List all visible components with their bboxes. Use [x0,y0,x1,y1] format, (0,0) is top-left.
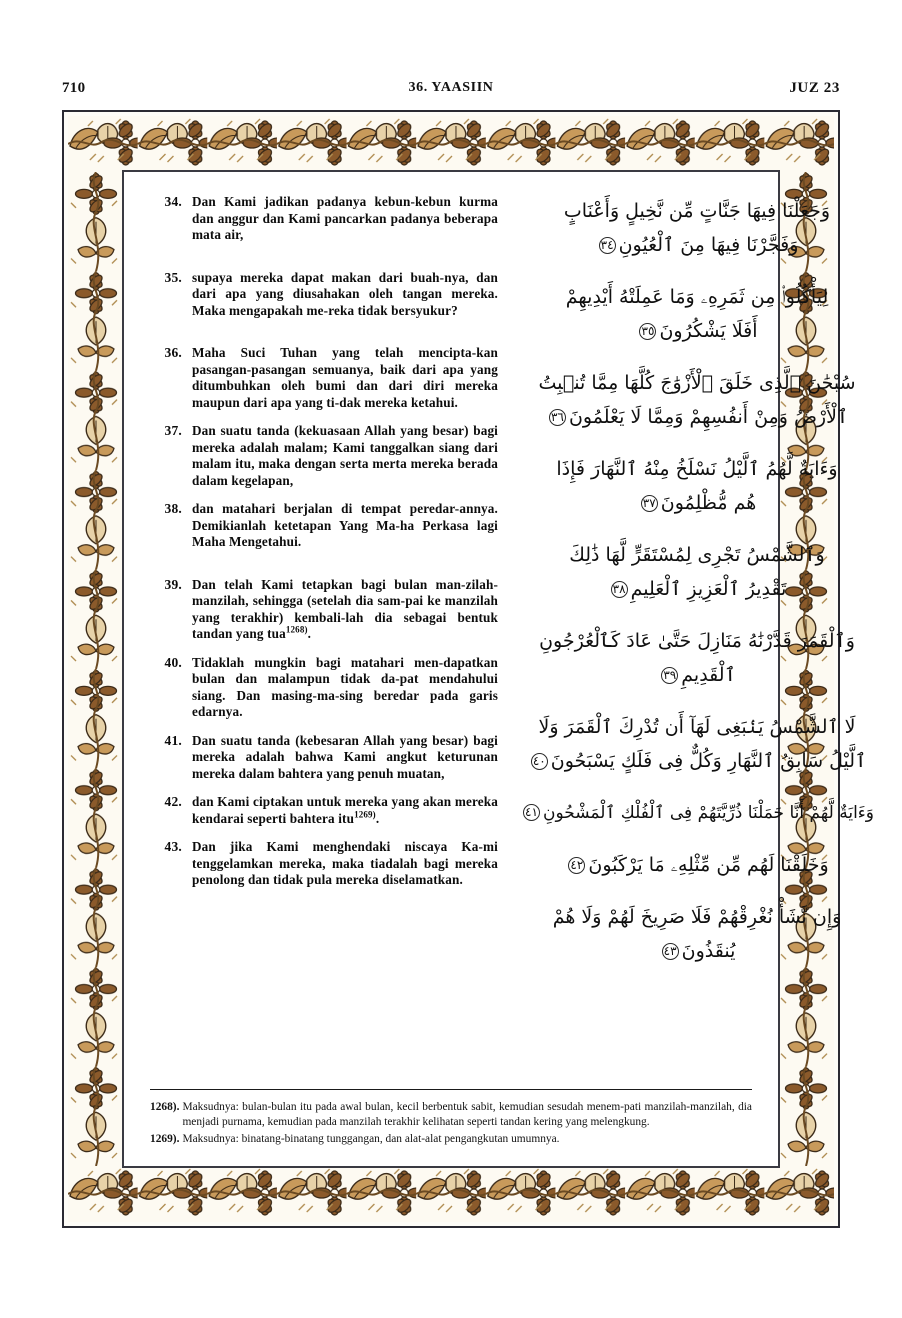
footnote-separator [150,1089,752,1090]
verse-number: 40. [164,654,182,670]
verse-translation [192,577,498,643]
arabic-line-text: وَفَجَّرْنَا فِيهَا مِنَ ٱلْعُيُونِ [618,234,799,256]
arabic-line [520,658,874,692]
footnotes-section [150,1089,752,1149]
verse-row [150,270,498,320]
arabic-line: وَإِن نَّشَأْ نُغْرِقْهُمْ فَلَا صَرِيخَ لَهُمْ وَلَا هُمْ [552,906,842,928]
floral-motif-icon [68,172,124,1166]
arabic-line [520,486,874,520]
border-strip-top [68,116,834,172]
footnote-text: Maksudnya: bulan-bulan itu pada awal bulan, kecil berbentuk sabit, kemudian sesudah menem-pati manzilah-manzilah, dia menjadi purnama, kemudian pada manzilah terakhir kelihatan seperti tandan kering yang melengkung. [182,1100,752,1128]
ayah-number-marker: ٣٤ [599,237,616,254]
verse-translation: dan matahari berjalan di tempat peredar-annya. Demikianlah ketetapan Yang Ma-ha Perkasa lagi Maha Mengetahui. [192,501,498,549]
arabic-line [520,228,874,262]
ayah-number-marker: ٣٩ [661,667,678,684]
floral-motif-icon [68,1166,834,1222]
arabic-line [520,934,874,968]
verse-translation: Maha Suci Tuhan yang telah mencipta-kan pasangan-pasangan semuanya, baik dari apa yang ditumbuhkan oleh bumi dan dari diri mereka maupun dari apa yang ti-dak mereka ketahui. [192,345,498,410]
arabic-line: وَٱلشَّمْسُ تَجْرِى لِمُسْتَقَرٍّ لَّهَا ذَٰلِكَ [569,544,825,566]
ayah-number-marker: ٣٨ [611,581,628,598]
verse-number: 34. [164,194,182,209]
footnote-item [150,1100,752,1131]
arabic-line-text: ٱلَّيْلُ سَابِقُ ٱلنَّهَارِ وَكُلٌّ فِى فَلَكٍ يَسْبَحُونَ [550,750,867,772]
arabic-verse-block [520,452,874,520]
verse-row [150,577,498,643]
arabic-line-text: تَقْدِيرُ ٱلْعَزِيزِ ٱلْعَلِيمِ [630,578,787,600]
ayah-number-marker: ٤٠ [531,753,548,770]
ornamental-border [68,116,874,1222]
verse-row [150,839,498,889]
arabic-line: وَجَعَلْنَا فِيهَا جَنَّاتٍ مِّن نَّخِيلٍ وَأَعْنَابٍ [563,200,831,222]
translation-column [150,194,498,1014]
ayah-number-marker: ٤٣ [662,943,679,960]
arabic-verse-block [520,538,874,606]
verse-translation: Dan Kami jadikan padanya kebun-kebun kurma dan anggur dan Kami pancarkan padanya beberapa mata air, [192,194,498,242]
arabic-verse-block [520,796,874,830]
juz-label: JUZ 23 [789,79,840,96]
arabic-line-text: ٱلْقَدِيمِ [681,664,736,686]
footnote-text: Maksudnya: binatang-binatang tunggangan, dan alat-alat pengangkutan umumnya. [182,1132,560,1145]
verse-translation [192,794,498,827]
arabic-line: سُبْحَٰنَ ٱلَّذِى خَلَقَ ٱلْأَزْوَٰجَ كُلَّهَا مِمَّا تُنۢبِتُ [538,372,856,394]
ayah-number-marker: ٣٧ [641,495,658,512]
verse-number: 41. [164,732,182,748]
verse-row [150,423,498,489]
arabic-column [520,194,874,1014]
surah-title: 36. YAASIIN [408,80,494,95]
verse-number: 37. [164,423,182,438]
verse-row [150,501,498,551]
running-head [62,78,840,98]
arabic-line: لَا ٱلشَّمْسُ يَنۢبَغِى لَهَآ أَن تُدْرِكَ ٱلْقَمَرَ وَلَا [538,716,856,738]
floral-motif-icon [68,116,834,172]
content-inner [124,172,874,1166]
verse-row [150,655,498,721]
arabic-line [520,744,874,778]
verse-translation: Dan suatu tanda (kekuasaan Allah yang besar) bagi mereka adalah malam; Kami tanggalkan siang dari malam itu, maka dengan serta merta mereka berada dalam kegelapan, [192,423,498,488]
verse-number: 43. [164,839,182,854]
arabic-line-text: وَخَلَقْنَا لَهُم مِّن مِّثْلِهِۦ مَا يَرْكَبُونَ [588,854,829,876]
arabic-line [520,848,874,882]
verse-translation: Tidaklah mungkin bagi matahari men-dapatkan bulan dan malampun tidak da-pat mendahului siang. Dan masing-ma-sing beredar pada garis edarnya. [192,654,498,719]
arabic-verse-block [520,900,874,968]
footnote-marker: 1269). [150,1132,180,1145]
verse-translation-tail: . [307,626,312,641]
verse-row [150,345,498,411]
arabic-line: وَءَايَةٌ لَّهُمُ ٱلَّيْلُ نَسْلَخُ مِنْهُ ٱلنَّهَارَ فَإِذَا [556,458,838,480]
arabic-line-text: أَفَلَا يَشْكُرُونَ [659,320,758,342]
verse-row [150,733,498,783]
verse-translation-main: Dan telah Kami tetapkan bagi bulan man-zilah-manzilah, sehingga (setelah dia sam-pai ke manzilah yang terakhir) kembali-lah dia sebagai bentuk tandan yang tua [192,576,498,641]
arabic-verse-block [520,624,874,692]
arabic-verse-block [520,710,874,778]
column-gap [498,194,520,1014]
border-strip-left [68,172,124,1166]
ayah-number-marker: ٤١ [523,804,540,821]
arabic-line-text: هُم مُّظْلِمُونَ [660,492,757,514]
verse-number: 38. [164,501,182,516]
footnote-marker: 1268). [150,1100,180,1113]
footnote-ref[interactable]: 1268) [285,624,308,635]
footnote-item [150,1132,752,1148]
verse-translation: supaya mereka dapat makan dari buah-nya, dan dari apa yang diusahakan oleh tangan mereka. Maka mengapakah me-reka tidak bersyukur? [192,269,498,318]
footnote-ref[interactable]: 1269) [354,809,376,820]
border-strip-bottom [68,1166,834,1222]
verse-translation-tail: . [375,810,380,826]
verse-row [150,194,498,244]
verse-number: 36. [164,345,182,360]
arabic-line: لِيَأْكُلُوا۟ مِن ثَمَرِهِۦ وَمَا عَمِلَتْهُ أَيْدِيهِمْ [565,286,829,308]
ayah-number-marker: ٣٥ [639,323,656,340]
page-number: 710 [62,79,86,96]
verse-translation: Dan suatu tanda (kebesaran Allah yang besar) bagi mereka adalah bahwa Kami angkut keturunan mereka dalam bahtera yang penuh muatan, [192,732,498,781]
arabic-verse-block [520,366,874,434]
arabic-line [520,400,874,434]
arabic-line-text: ٱلْأَرْضُ وَمِنْ أَنفُسِهِمْ وَمِمَّا لَا يَعْلَمُونَ [568,406,849,428]
ayah-number-marker: ٣٦ [549,409,566,426]
arabic-line-text: يُنقَذُونَ [681,940,736,962]
verse-number: 35. [164,269,182,285]
arabic-verse-block [520,280,874,348]
verse-number: 42. [164,794,182,809]
verse-translation: Dan jika Kami menghendaki niscaya Ka-mi tenggelamkan mereka, maka tiadalah bagi mereka penolong dan tidak pula mereka diselamatkan. [192,839,498,887]
ayah-number-marker: ٤٢ [568,857,585,874]
arabic-line [520,796,874,830]
arabic-line: وَٱلْقَمَرَ قَدَّرْنَٰهُ مَنَازِلَ حَتَّىٰ عَادَ كَٱلْعُرْجُونِ [539,630,855,652]
arabic-line [520,572,874,606]
page-frame [62,110,874,1228]
body-columns [150,194,874,1014]
verse-row [150,794,498,827]
arabic-line [520,314,874,348]
arabic-line-text: وَءَايَةٌ لَّهُمْ أَنَّا حَمَلْنَا ذُرِّيَّتَهُمْ فِى ٱلْفُلْكِ ٱلْمَشْحُونِ [543,803,874,823]
arabic-verse-block [520,848,874,882]
verse-translation-main: dan Kami ciptakan untuk mereka yang akan mereka kendarai seperti bahtera itu [192,794,498,826]
content-frame [122,170,874,1168]
arabic-verse-block [520,194,874,262]
verse-number: 39. [164,576,182,592]
